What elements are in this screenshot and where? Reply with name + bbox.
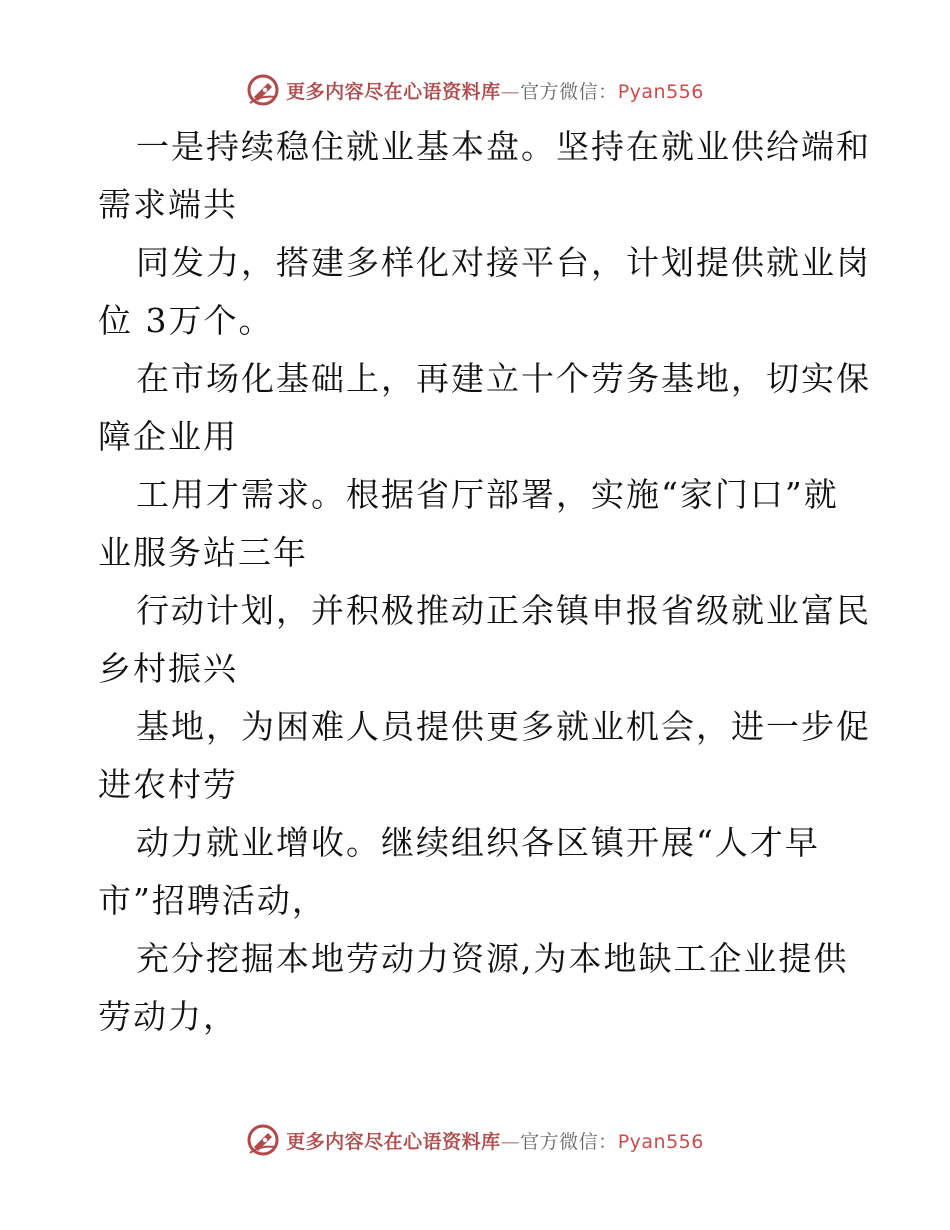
header-dash: — xyxy=(500,80,521,103)
pen-logo-icon xyxy=(246,1123,280,1157)
header-banner xyxy=(0,70,950,110)
text-line-9: 行动计划，并积极推动正余镇申报省级就业富民 xyxy=(136,591,871,630)
text-line-14: 市”招聘活动， xyxy=(98,881,327,920)
footer-dash: — xyxy=(500,1130,521,1153)
header-label: 官方微信： xyxy=(520,80,618,103)
footer-text xyxy=(286,1127,704,1154)
text-line-11: 基地，为困难人员提供更多就业机会，进一步促 xyxy=(136,707,871,746)
text-line-13: 动力就业增收。继续组织各区镇开展“人才早 xyxy=(136,823,820,862)
text-line-16: 劳动力， xyxy=(98,997,238,1036)
text-line-6: 障企业用 xyxy=(98,417,238,456)
text-line-5: 在市场化基础上，再建立十个劳务基地，切实保 xyxy=(136,359,871,398)
header-brand: 更多内容尽在心语资料库 xyxy=(286,80,501,103)
text-line-15: 充分挖掘本地劳动力资源,为本地缺工企业提供 xyxy=(136,939,849,978)
header-text xyxy=(286,77,704,104)
text-line-8: 业服务站三年 xyxy=(98,533,308,572)
text-line-7: 工用才需求。根据省厅部署，实施“家门口”就 xyxy=(136,475,839,514)
footer-label: 官方微信： xyxy=(520,1130,618,1153)
text-line-2: 需求端共 xyxy=(98,185,238,224)
text-line-3: 同发力，搭建多样化对接平台，计划提供就业岗 xyxy=(136,243,871,282)
footer-banner xyxy=(0,1120,950,1160)
text-line-1: 一是持续稳住就业基本盘。坚持在就业供给端和 xyxy=(136,127,871,166)
footer-wechat-id: Pyan556 xyxy=(617,1130,704,1153)
document-body xyxy=(98,118,871,1046)
text-line-12: 进农村劳 xyxy=(98,765,238,804)
text-line-10: 乡村振兴 xyxy=(98,649,238,688)
text-line-4: 位 3万个。 xyxy=(98,301,274,340)
pen-logo-icon xyxy=(246,73,280,107)
footer-brand: 更多内容尽在心语资料库 xyxy=(286,1130,501,1153)
header-wechat-id: Pyan556 xyxy=(617,80,704,103)
